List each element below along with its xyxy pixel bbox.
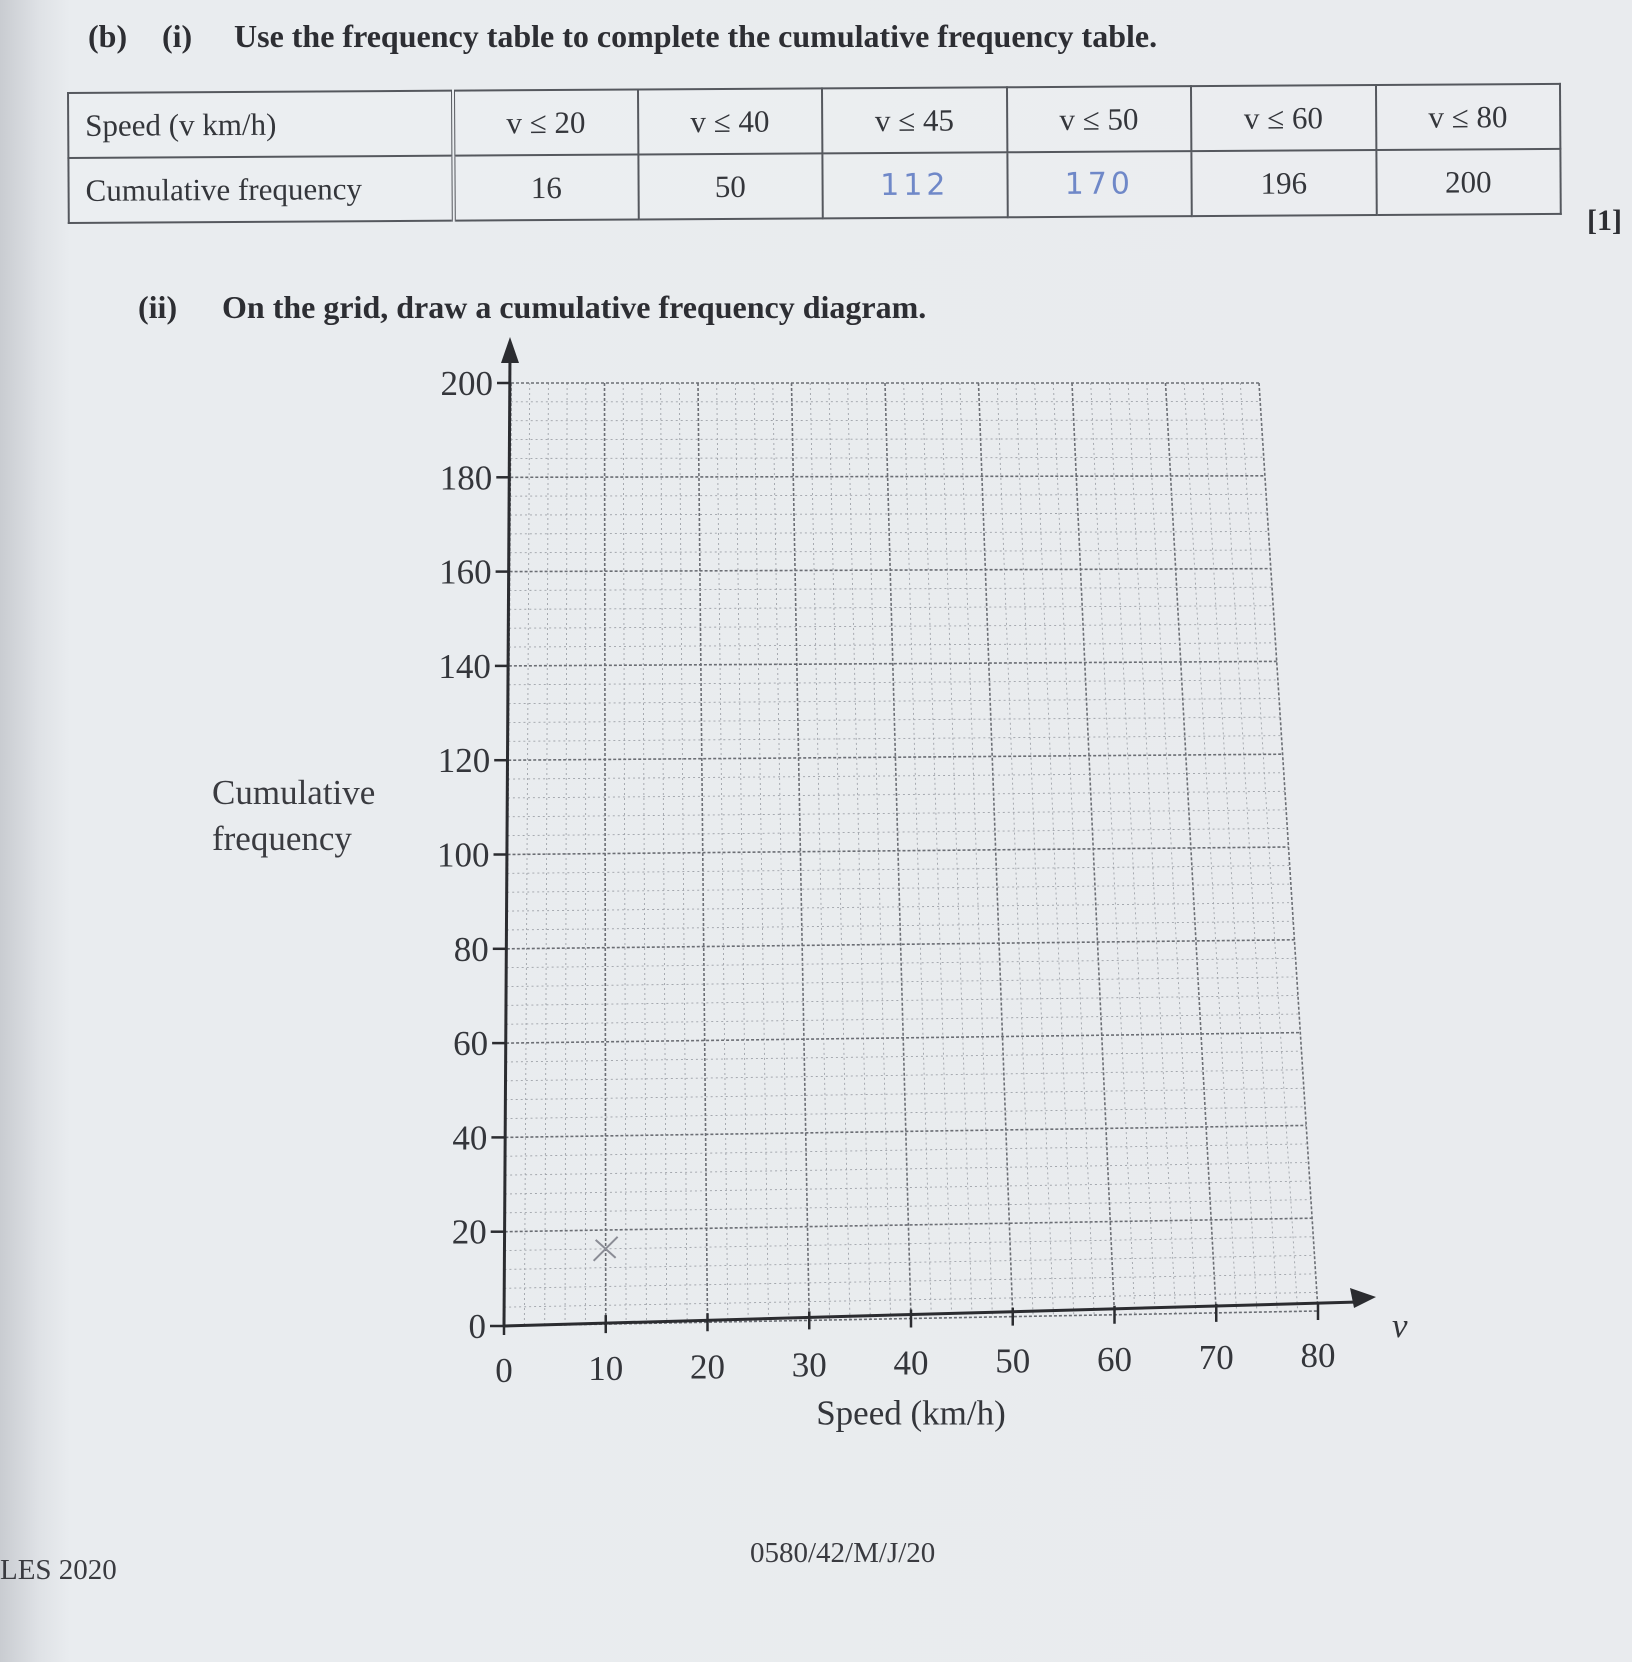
x-tick-label: 60 [1097, 1339, 1132, 1379]
grid-major-line [510, 476, 1265, 478]
row-header-speed: Speed (v km/h) [68, 91, 453, 158]
y-axis-label-line: frequency [212, 819, 352, 858]
speed-cell: v ≤ 60 [1191, 85, 1376, 151]
paper-code: 0580/42/M/J/20 [750, 1537, 936, 1569]
question-instruction: Use the frequency table to complete the cumulative frequency table. [234, 18, 1158, 54]
x-tick-label: 0 [495, 1351, 513, 1390]
y-tick-label: 40 [452, 1118, 488, 1158]
speed-cell: v ≤ 50 [1006, 86, 1191, 152]
cf-cell: 16 [453, 155, 638, 221]
grid-minor-line [511, 420, 1262, 421]
y-tick-label: 140 [438, 646, 491, 686]
cf-cell: 196 [1191, 150, 1376, 216]
y-tick-label: 0 [468, 1307, 486, 1346]
question-part-label: (b) [88, 18, 128, 54]
speed-cell: v ≤ 80 [1375, 84, 1560, 150]
graph-paper [504, 383, 1318, 1326]
y-tick-label: 180 [439, 458, 493, 498]
row-header-cumulative-frequency: Cumulative frequency [68, 156, 453, 223]
grid-minor-line [754, 383, 768, 1321]
axes [490, 337, 1376, 1335]
grid-minor-line [505, 1200, 1311, 1213]
footer-copyright: LES 2020 [0, 1554, 117, 1586]
question-subpart-label: (ii) [138, 289, 178, 325]
x-tick-label: 40 [893, 1343, 929, 1383]
cf-cell: 50 [638, 153, 823, 219]
x-tick-label: 10 [588, 1349, 624, 1389]
cf-cell-handwritten[interactable]: 112 [822, 152, 1007, 218]
cf-cell: 200 [1376, 149, 1561, 215]
y-axis-arrow-icon [501, 337, 519, 363]
speed-cell: v ≤ 20 [453, 90, 638, 156]
y-tick-label: 20 [451, 1212, 487, 1252]
speed-cell: v ≤ 45 [822, 87, 1007, 153]
x-axis-arrow-icon [1350, 1288, 1376, 1308]
question-instruction: On the grid, draw a cumulative frequency diagram. [222, 289, 927, 325]
grid-minor-line [922, 383, 951, 1318]
x-tick-label: 20 [690, 1347, 725, 1387]
y-tick-label: 200 [440, 364, 493, 403]
grid-minor-line [504, 1274, 1315, 1288]
x-axis-label: Speed (km/h) [816, 1393, 1006, 1433]
x-tick-label: 70 [1198, 1337, 1234, 1377]
y-tick-label: 60 [453, 1024, 489, 1064]
y-tick-label: 160 [439, 552, 492, 592]
cf-cell-handwritten[interactable]: 170 [1007, 151, 1192, 217]
y-axis-line [504, 353, 510, 1326]
question-subpart-label: (i) [162, 18, 193, 54]
y-axis-label-line: Cumulative [212, 773, 376, 812]
speed-cell: v ≤ 40 [637, 88, 822, 154]
grid-minor-line [735, 383, 748, 1322]
x-axis-variable: v [1392, 1306, 1408, 1345]
grid-minor-line [941, 383, 972, 1317]
x-tick-label: 50 [995, 1341, 1031, 1381]
marks-label: [1] [1587, 204, 1622, 237]
x-tick-label: 30 [791, 1345, 827, 1385]
x-tick-label: 80 [1300, 1336, 1336, 1375]
x-axis-line [504, 1302, 1358, 1326]
axis-tick-labels [437, 364, 1336, 1390]
y-tick-label: 80 [453, 929, 489, 969]
y-tick-label: 100 [437, 835, 490, 875]
y-tick-label: 120 [437, 741, 491, 781]
